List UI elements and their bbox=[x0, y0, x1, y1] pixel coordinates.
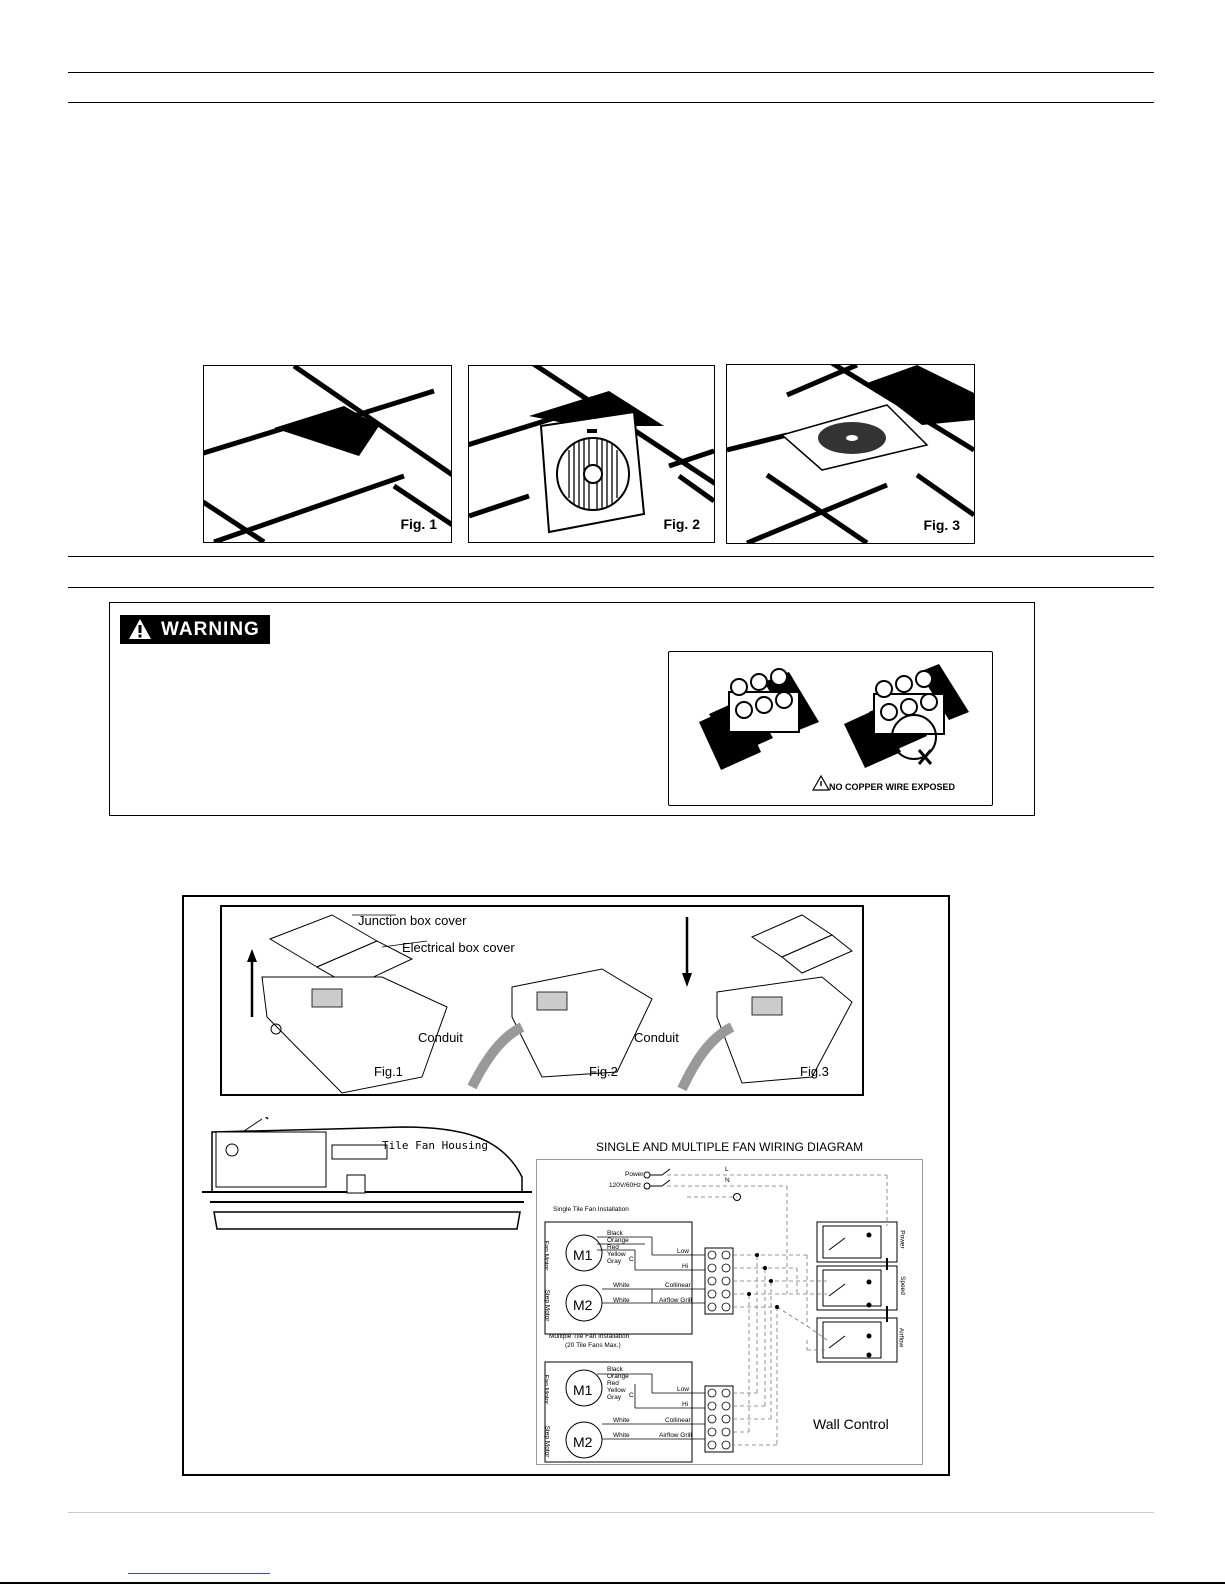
power-label: Power bbox=[625, 1171, 644, 1178]
power-switch-label: Power bbox=[898, 1230, 906, 1249]
multiple-install-title: Multiple Tile Fan Installation bbox=[549, 1333, 630, 1340]
m1-label: M1 bbox=[573, 1382, 593, 1398]
figure-3-installed-fan bbox=[726, 364, 975, 544]
hi-label: Hi bbox=[682, 1401, 689, 1408]
figure-1-remove-tile bbox=[203, 365, 452, 543]
top-rule-2 bbox=[68, 102, 1154, 103]
low-label: Low bbox=[677, 1248, 689, 1255]
diagram-title: SINGLE AND MULTIPLE FAN WIRING DIAGRAM bbox=[596, 1140, 864, 1154]
fig-label: Fig.3 bbox=[800, 1064, 829, 1079]
single-install-title: Single Tile Fan Installation bbox=[553, 1206, 629, 1213]
conduit-label: Conduit bbox=[634, 1030, 679, 1045]
conduit-label: Conduit bbox=[418, 1030, 463, 1045]
wire-black: Black bbox=[607, 1230, 623, 1237]
collinear-label: Collinear bbox=[665, 1282, 691, 1289]
bottom-rule bbox=[0, 1582, 1225, 1584]
wiring-frame bbox=[182, 895, 950, 1476]
fan-motor-label: Fan Motor bbox=[542, 1374, 550, 1405]
step-motor-label: Step Motor bbox=[543, 1425, 551, 1458]
voltage-label: 120V/60Hz bbox=[609, 1182, 642, 1189]
wire-gray: Gray bbox=[607, 1258, 622, 1265]
collinear-label: Collinear bbox=[665, 1417, 691, 1424]
junction-box-detail bbox=[220, 905, 864, 1096]
step-motor-label: Step Motor bbox=[543, 1289, 551, 1322]
line-label: L bbox=[725, 1166, 729, 1173]
housing-drawing bbox=[202, 1117, 532, 1237]
junction-box-drawings bbox=[222, 907, 862, 1094]
wiring-diagram bbox=[536, 1159, 923, 1465]
wire-gray: Gray bbox=[607, 1394, 622, 1401]
capacitor-label: C bbox=[629, 1392, 634, 1399]
warning-badge bbox=[120, 615, 270, 644]
figure-label: Fig. 1 bbox=[400, 516, 437, 532]
footer-link-underline[interactable] bbox=[128, 1573, 270, 1574]
connector-caption: NO COPPER WIRE EXPOSED bbox=[829, 782, 956, 792]
wire-yellow: Yellow bbox=[607, 1387, 626, 1394]
electrical-box-cover-label: Electrical box cover bbox=[402, 940, 515, 955]
white-wire-label: White bbox=[613, 1282, 630, 1289]
capacitor-label: C bbox=[629, 1256, 634, 1263]
speed-switch-label: Speed bbox=[898, 1276, 906, 1295]
wire-orange: Orange bbox=[607, 1237, 629, 1244]
white-wire-label: White bbox=[613, 1432, 630, 1439]
airflow-switch-label: Airflow bbox=[897, 1327, 905, 1348]
figure-label: Fig. 2 bbox=[663, 516, 700, 532]
wire-red: Red bbox=[607, 1244, 619, 1251]
warning-text: WARNING bbox=[161, 619, 260, 640]
m1-label: M1 bbox=[573, 1247, 593, 1263]
mid-rule-1 bbox=[68, 556, 1154, 557]
white-wire-label: White bbox=[613, 1297, 630, 1304]
white-wire-label: White bbox=[613, 1417, 630, 1424]
warning-triangle-icon bbox=[128, 618, 152, 640]
figure-2-insert-fan bbox=[468, 365, 715, 543]
fig-label: Fig.2 bbox=[589, 1064, 618, 1079]
wire-yellow: Yellow bbox=[607, 1251, 626, 1258]
m2-label: M2 bbox=[573, 1297, 593, 1313]
neutral-label: N bbox=[725, 1177, 730, 1184]
low-label: Low bbox=[677, 1386, 689, 1393]
fig-label: Fig.1 bbox=[374, 1064, 403, 1079]
junction-box-cover-label: Junction box cover bbox=[358, 913, 467, 928]
wall-control-label: Wall Control bbox=[813, 1416, 889, 1432]
hi-label: Hi bbox=[682, 1263, 689, 1270]
top-rule-1 bbox=[68, 72, 1154, 73]
warning-box bbox=[109, 602, 1035, 816]
housing-label: Tile Fan Housing bbox=[382, 1139, 488, 1152]
wire-red: Red bbox=[607, 1380, 619, 1387]
tile-fan-housing bbox=[202, 1117, 532, 1237]
m2-label: M2 bbox=[573, 1434, 593, 1450]
airflow-grill-label: Airflow Grill bbox=[659, 1432, 692, 1439]
mid-rule-2 bbox=[68, 587, 1154, 588]
multiple-install-note: (20 Tile Fans Max.) bbox=[565, 1342, 621, 1349]
connector-illustration bbox=[668, 651, 993, 806]
fan-motor-label: Fan Motor bbox=[542, 1240, 550, 1271]
caution-icon bbox=[813, 776, 829, 790]
airflow-grill-label: Airflow Grill bbox=[659, 1297, 692, 1304]
wire-black: Black bbox=[607, 1366, 623, 1373]
wire-orange: Orange bbox=[607, 1373, 629, 1380]
figure-label: Fig. 3 bbox=[923, 517, 960, 533]
footer-rule bbox=[68, 1512, 1154, 1513]
